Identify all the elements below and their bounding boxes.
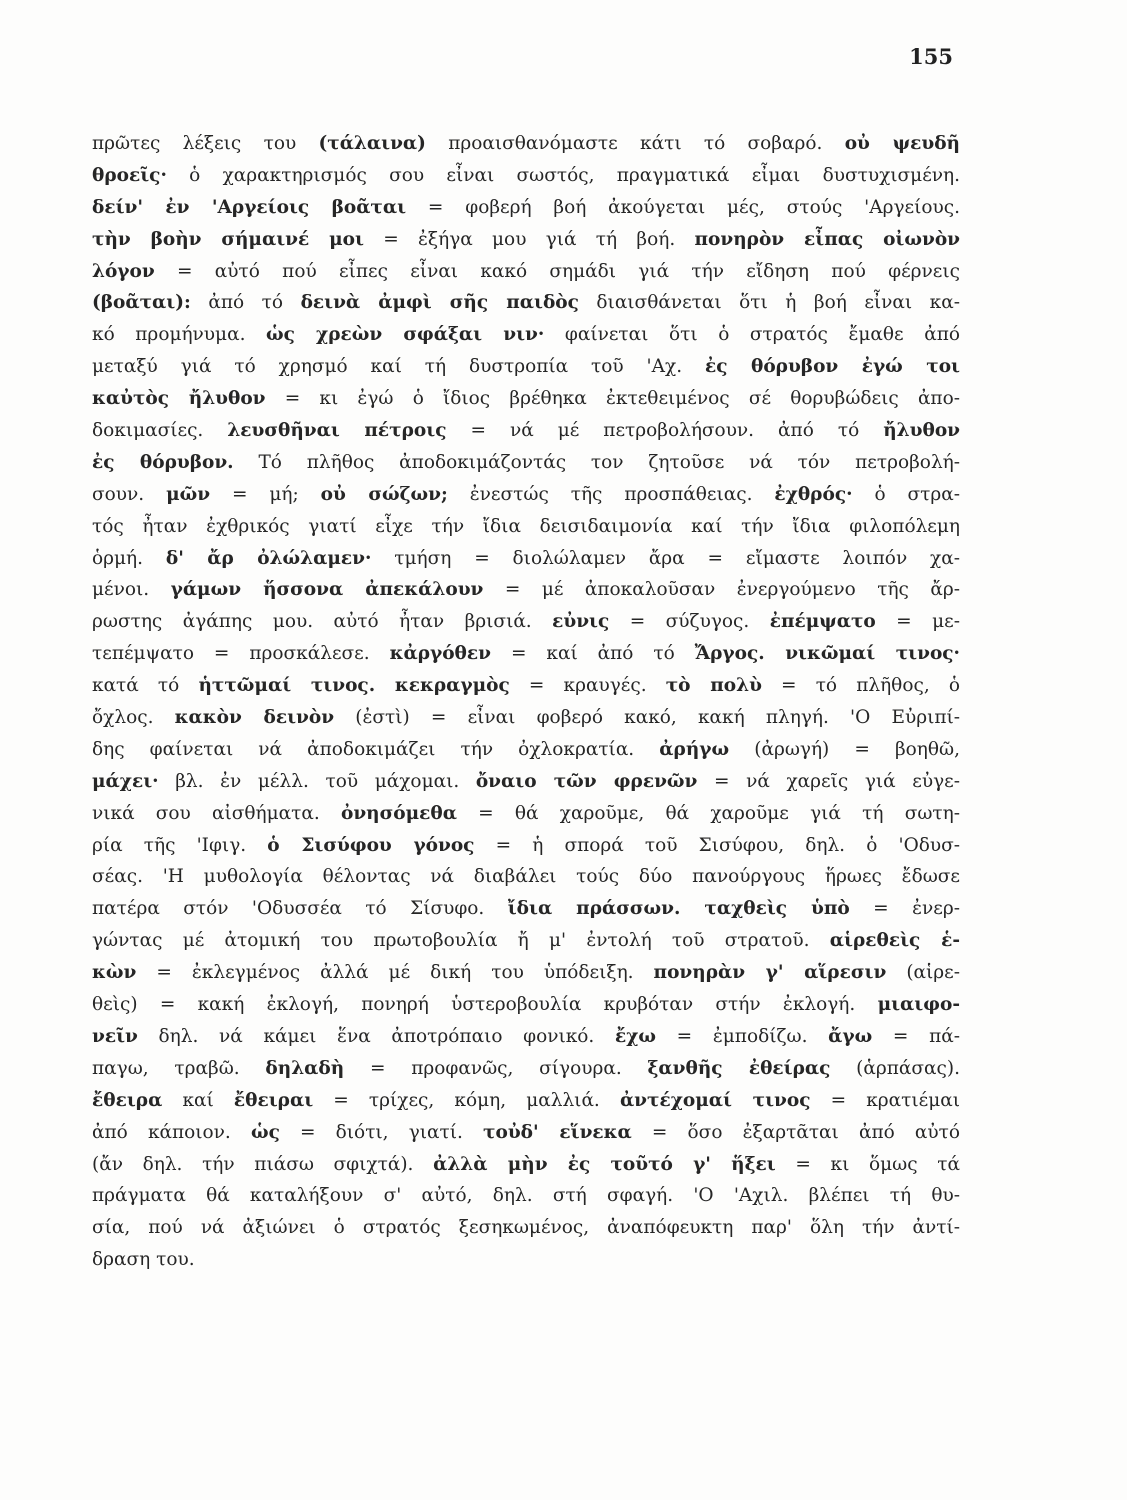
text-segment: ὁ στρα- (852, 483, 960, 505)
bold-lemma: εὐνις (552, 611, 610, 633)
text-segment: (αἱρε- (886, 962, 960, 984)
bold-lemma: οὐ σώζων; (320, 483, 448, 505)
bold-lemma: τὸ πολὺ (665, 675, 762, 697)
text-segment: = ἐξήγα μου γιά τή βοή. (363, 228, 695, 250)
text-segment: = σύζυγος. (609, 611, 770, 633)
bold-lemma: δ' ἄρ ὀλώλαμεν· (165, 547, 372, 569)
text-segment: = ἡ σπορά τοῦ Σισύφου, δηλ. ὁ 'Οδυσ- (474, 834, 960, 856)
bold-lemma: ξανθῆς ἐθείρας (647, 1057, 831, 1079)
text-segment: = αὐτό πού εἶπες εἶναι κακό σημάδι γιά τήν εἴδηση πού φέρνεις (154, 260, 960, 282)
text-segment: μεταξύ γιά τό χρησμό καί τή δυστροπία τοῦ 'Αχ. (92, 356, 705, 378)
bold-lemma: ἔθειραι (233, 1089, 314, 1111)
text-segment: = ἐνερ- (849, 898, 960, 920)
text-segment: τμήση = διολώλαμεν ἄρα = εἴμαστε λοιπόν χα- (371, 547, 960, 569)
bold-lemma: ἀντέχομαί τινος (619, 1089, 811, 1111)
text-segment: = ἐμποδίζω. (656, 1025, 829, 1047)
text-line (92, 447, 960, 479)
bold-lemma: πονηρὸν εἶπας οἰωνὸν (694, 228, 960, 250)
bold-lemma: δείν' ἐν 'Αργείοις βοᾶται (92, 196, 407, 218)
text-segment: θεὶς) = κακή ἐκλογή, πονηρή ὑστεροβουλία κρυβόταν στήν ἐκλογή. (92, 994, 878, 1016)
text-segment: πατέρα στόν 'Οδυσσέα τό Σίσυφο. (92, 898, 508, 920)
text-segment: = ἐκλεγμένος ἀλλά μέ δική του ὑπόδειξη. (136, 962, 654, 984)
bold-lemma: γάμων ἥσσονα ἀπεκάλουν (170, 579, 484, 601)
page-number: 155 (909, 44, 953, 69)
text-segment: (ἀρωγή) = βοηθῶ, (729, 738, 960, 760)
text-segment: προαισθανόμαστε κάτι τό σοβαρό. (425, 133, 845, 154)
bold-lemma: Ἄργος. νικῶμαί τινος· (694, 643, 960, 665)
text-line (92, 128, 960, 160)
text-segment: σία, πού νά ἀξιώνει ὁ στρατός ξεσηκωμένος, ἀναπόφευκτη παρ' ὅλη τήν ἀντί- (92, 1217, 960, 1239)
text-segment: = καί ἀπό τό (490, 643, 695, 665)
text-segment: πράγματα θά καταλήξουν σ' αὐτό, δηλ. στή σφαγή. 'Ο 'Αχιλ. βλέπει τή θυ- (92, 1185, 960, 1207)
text-line (92, 1053, 960, 1085)
text-segment: ἀπό τό (190, 292, 301, 314)
bold-lemma: κακὸν δεινὸν (174, 707, 335, 729)
commentary-text (92, 128, 960, 1276)
text-line (92, 511, 960, 543)
bold-lemma: μάχει· (92, 770, 159, 792)
text-segment: δηλ. νά κάμει ἕνα ἀποτρόπαιο φονικό. (137, 1025, 615, 1047)
text-segment: = τό πλῆθος, ὁ (761, 675, 960, 697)
bold-lemma: ἤλυθον (883, 420, 960, 442)
text-line (92, 574, 960, 606)
text-segment: μένοι. (92, 579, 171, 601)
text-line (92, 638, 960, 670)
text-line (92, 160, 960, 192)
bold-lemma: ὁ Σισύφου γόνος (267, 834, 475, 856)
bold-lemma: (βοᾶται): (92, 292, 191, 314)
text-line (92, 893, 960, 925)
text-line (92, 989, 960, 1021)
text-line (92, 1117, 960, 1149)
bold-lemma: μῶν (166, 483, 211, 505)
text-segment: = με- (875, 611, 960, 633)
text-segment: Τό πλῆθος ἀποδοκιμάζοντάς τον ζητοῦσε νά τόν πετροβολή- (233, 451, 960, 473)
text-line (92, 192, 960, 224)
text-segment: = νά μέ πετροβολήσουν. ἀπό τό (446, 420, 884, 442)
bold-lemma: μιαιφο- (877, 994, 960, 1016)
text-segment: βλ. ἐν μέλλ. τοῦ μάχομαι. (158, 770, 476, 792)
bold-lemma: ὡς χρεὼν σφάξαι νιν· (266, 324, 545, 346)
text-segment: = κρατιέμαι (810, 1089, 960, 1111)
text-line (92, 861, 960, 893)
text-line (92, 798, 960, 830)
text-line (92, 351, 960, 383)
text-segment: (ἁρπάσας). (830, 1057, 960, 1079)
bold-lemma: λευσθῆναι πέτροις (227, 420, 447, 442)
text-line (92, 224, 960, 256)
bold-lemma: ἀλλὰ μὴν ἐς τοῦτό γ' ἥξει (433, 1153, 776, 1175)
bold-lemma: ἐς θόρυβον ἐγώ τοι (705, 356, 960, 378)
text-segment: ρωστης ἀγάπης μου. αὐτό ἦταν βρισιά. (92, 611, 553, 633)
text-segment: = κι ἐγώ ὁ ἴδιος βρέθηκα ἐκτεθειμένος σέ θορυβώδεις ἀπο- (265, 388, 960, 410)
text-segment: κό προμήνυμα. (92, 324, 267, 346)
text-segment: δραση του. (92, 1249, 195, 1271)
text-segment: ἐνεστώς τῆς προσπάθειας. (447, 483, 775, 505)
bold-lemma: αἱρεθεὶς ἑ- (829, 930, 960, 952)
text-segment: κατά τό (92, 675, 199, 697)
text-segment: ὁρμή. (92, 547, 166, 569)
bold-lemma: ἄγω (828, 1025, 873, 1047)
bold-lemma: ἐπέμψατο (769, 611, 876, 633)
bold-lemma: κἀργόθεν (389, 643, 491, 665)
bold-lemma: λόγον (92, 260, 155, 282)
bold-lemma: (τάλαινα) (318, 133, 426, 154)
text-segment: = νά χαρεῖς γιά εὐγε- (697, 770, 960, 792)
text-segment: φαίνεται ὅτι ὁ στρατός ἔμαθε ἀπό (544, 324, 960, 346)
text-segment: = πά- (872, 1025, 960, 1047)
bold-lemma: ὄναιο τῶν φρενῶν (475, 770, 698, 792)
text-line (92, 957, 960, 989)
text-line (92, 287, 960, 319)
text-line (92, 670, 960, 702)
bold-lemma: τὴν βοὴν σήμαινέ μοι (92, 228, 364, 250)
text-segment: σέας. 'Η μυθολογία θέλοντας νά διαβάλει τούς δύο πανούργους ἥρωες ἔδωσε (92, 866, 960, 888)
bold-lemma: ἡττῶμαί τινος. κεκραγμὸς (198, 675, 510, 697)
text-line (92, 415, 960, 447)
bold-lemma: οὐ ψευδῆ (844, 133, 960, 154)
text-segment: = θά χαροῦμε, θά χαροῦμε γιά τή σωτη- (456, 802, 960, 824)
text-segment: = ὅσο ἐξαρτᾶται ἀπό αὐτό (631, 1121, 960, 1143)
bold-lemma: ὡς (250, 1121, 280, 1143)
text-segment: (ἄν δηλ. τήν πιάσω σφιχτά). (92, 1153, 434, 1175)
text-line (92, 734, 960, 766)
text-line (92, 1085, 960, 1117)
text-segment: ἀπό κάποιον. (92, 1121, 251, 1143)
text-line (92, 256, 960, 288)
text-line (92, 383, 960, 415)
text-segment: ὁ χαρακτηρισμός σου εἶναι σωστός, πραγματικά εἶμαι δυστυχισμένη. (166, 164, 960, 186)
bold-lemma: θροεῖς· (92, 164, 167, 186)
text-segment: πρῶτες λέξεις του (92, 133, 319, 154)
text-segment: τεπέμψατο = προσκάλεσε. (92, 643, 390, 665)
text-segment: = διότι, γιατί. (279, 1121, 484, 1143)
bold-lemma: πονηρὰν γ' αἵρεσιν (653, 962, 887, 984)
text-segment: νικά σου αἰσθήματα. (92, 802, 341, 824)
text-segment: τός ἦταν ἐχθρικός γιατί εἶχε τήν ἴδια δεισιδαιμονία καί τήν ἴδια φιλοπόλεμη (92, 515, 960, 537)
text-line (92, 606, 960, 638)
text-segment: καί (162, 1089, 234, 1111)
text-line (92, 1212, 960, 1244)
text-segment: παγω, τραβῶ. (92, 1057, 266, 1079)
text-segment: δης φαίνεται νά ἀποδοκιμάζει τήν ὀχλοκρατία. (92, 738, 660, 760)
bold-lemma: κὼν (92, 962, 137, 984)
text-line (92, 1021, 960, 1053)
text-segment: = τρίχες, κόμη, μαλλιά. (313, 1089, 620, 1111)
text-segment: γώντας μέ ἀτομική του πρωτοβουλία ἤ μ' ἐντολή τοῦ στρατοῦ. (92, 930, 830, 952)
text-line (92, 702, 960, 734)
text-segment: (ἐστὶ) = εἶναι φοβερό κακό, κακή πληγή. 'Ο Εὐριπί- (334, 707, 960, 729)
bold-lemma: νεῖν (92, 1025, 138, 1047)
bold-lemma: ἐχθρός· (774, 483, 853, 505)
text-line (92, 1149, 960, 1181)
bold-lemma: τοὐδ' εἵνεκα (483, 1121, 632, 1143)
text-line (92, 925, 960, 957)
text-segment: = κραυγές. (509, 675, 666, 697)
text-line (92, 1180, 960, 1212)
text-segment: = κι ὅμως τά (775, 1153, 960, 1175)
bold-lemma: ἐς θόρυβον. (92, 451, 234, 473)
text-segment: σουν. (92, 483, 167, 505)
text-segment: δοκιμασίες. (92, 420, 228, 442)
text-segment: = φοβερή βοή ἀκούγεται μές, στούς 'Αργείους. (406, 196, 960, 218)
text-segment: ρία τῆς 'Ιφιγ. (92, 834, 268, 856)
bold-lemma: ἔθειρα (92, 1089, 163, 1111)
bold-lemma: ἔχω (614, 1025, 657, 1047)
text-segment: = μέ ἀποκαλοῦσαν ἐνεργούμενο τῆς ἄρ- (483, 579, 960, 601)
text-segment: = προφανῶς, σίγουρα. (344, 1057, 648, 1079)
bold-lemma: δηλαδὴ (265, 1057, 345, 1079)
text-segment: διαισθάνεται ὅτι ἡ βοή εἶναι κα- (578, 292, 960, 314)
text-line (92, 830, 960, 862)
text-segment: = μή; (210, 483, 321, 505)
bold-lemma: δεινὰ ἀμφὶ σῆς παιδὸς (300, 292, 579, 314)
bold-lemma: ἀρήγω (659, 738, 730, 760)
text-line (92, 543, 960, 575)
text-line (92, 319, 960, 351)
text-line (92, 1244, 960, 1276)
text-line (92, 479, 960, 511)
bold-lemma: ὀνησόμεθα (340, 802, 457, 824)
text-line (92, 766, 960, 798)
bold-lemma: καὐτὸς ἤλυθον (92, 388, 266, 410)
bold-lemma: ἴδια πράσσων. ταχθεὶς ὑπὸ (507, 898, 850, 920)
text-segment: ὄχλος. (92, 707, 175, 729)
